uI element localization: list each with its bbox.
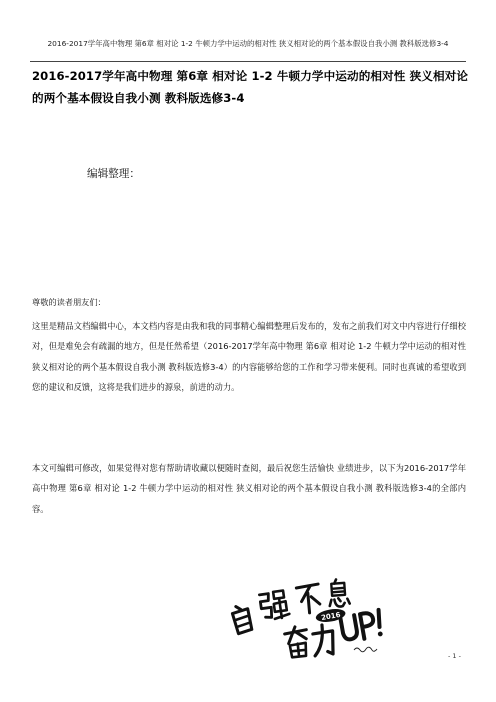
closing-paragraph: 本文可编辑可修改，如果觉得对您有帮助请收藏以便随时查阅，最后祝您生活愉快 业绩进步，以下为2016-2017学年高中物理 第6章 相对论 1-2 牛顿力学中运动的相对性 狭义相对论的两个基本假设自我小测 教科版选修3-4的全部内容。 (32, 463, 466, 514)
motto-brush-strokes (231, 579, 383, 658)
intro-paragraph: 这里是精品文档编辑中心，本文档内容是由我和我的同事精心编辑整理后发布的，发布之前我们对文中内容进行仔细校对，但是难免会有疏漏的地方，但是任然希望（2016-2017学年高中物理 第6章 相对论 1-2 牛顿力学中运动的相对性 狭义相对论的两个基本假设自我小测 教科版选修3-4）的内容能够给您的工作和学习带来便利。同时也真诚的希望收到您的建议和反馈，这将是我们进步的源泉，前进的动力。 (32, 321, 466, 392)
signature-scribble (354, 647, 377, 652)
document-title: 2016-2017学年高中物理 第6章 相对论 1-2 牛顿力学中运动的相对性 狭义相对论的两个基本假设自我小测 教科版选修3-4 (32, 69, 469, 105)
header-divider (30, 61, 466, 62)
badge-text: 2016 (320, 610, 342, 623)
motto-stamp-image (224, 578, 394, 673)
editor-label: 编辑整理： (87, 168, 140, 180)
page-number: - 1 - (448, 652, 461, 660)
running-header: 2016-2017学年高中物理 第6章 相对论 1-2 牛顿力学中运动的相对性 狭义相对论的两个基本假设自我小测 教科版选修3-4 (47, 39, 449, 48)
greeting: 尊敬的读者朋友们： (32, 297, 106, 307)
